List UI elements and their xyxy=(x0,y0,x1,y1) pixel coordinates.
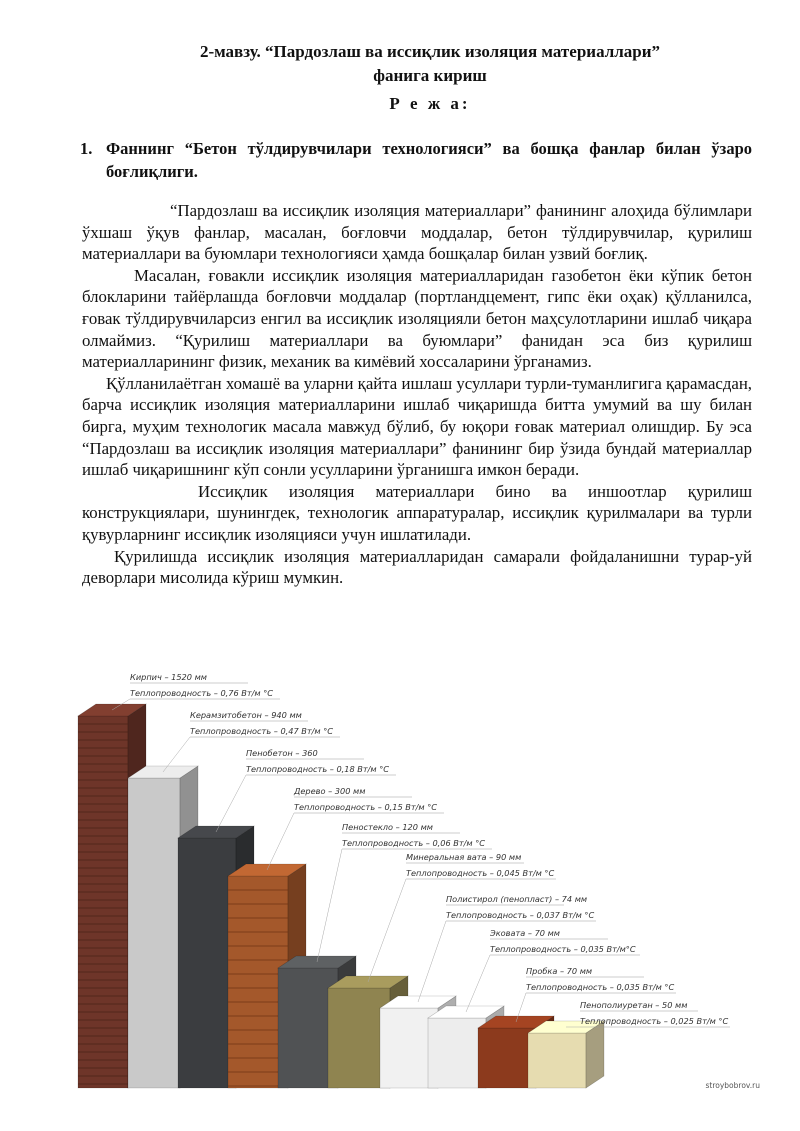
block-front-face xyxy=(178,838,236,1088)
page-title xyxy=(0,40,800,88)
paragraph: Қўлланилаётган хомашё ва уларни қайта ишлаш усуллари турли-туманлигига қарамасдан, барча иссиқлик изоляция материалларини ишлаб чиқаришда битта умумий ва шу билан бирга, муҳим технологик масала мавжуд бўлиб, бу юқори ғовак материал олишдир. Бу эса “Пардозлаш ва иссиқлик изоляция материаллари” фанининг бир ўзида бундай материаллар ишлаб чиқаришнинг кўп сонли усулларини ўрганишга имкон беради. xyxy=(82,373,752,480)
title-line-1: 2-мавзу. “Пардозлаш ва иссиқлик изоляция материаллари” xyxy=(199,42,661,61)
paragraph: Қурилишда иссиқлик изоляция материалларидан самарали фойдаланишни турар-уй деворлари мисолида кўриш мумкин. xyxy=(82,546,752,588)
material-label xyxy=(317,822,492,962)
material-conductivity: Теплопроводность – 0,18 Вт/м °С xyxy=(246,764,390,774)
plan-item-number: 1. xyxy=(80,139,93,158)
paragraph: “Пардозлаш ва иссиқлик изоляция материаллари” фанининг алоҳида бўлимлари ўхшаш ўқув фанлар, масалан, боғловчи моддалар, бетон тўлдирувчилар, қурилиш материаллари ва буюмлари технологияси ҳамда бошқалар билан узвий боғлиқ. xyxy=(82,201,752,264)
material-conductivity: Теплопроводность – 0,76 Вт/м °С xyxy=(130,688,274,698)
material-conductivity: Теплопроводность – 0,025 Вт/м °С xyxy=(580,1016,729,1026)
material-conductivity: Теплопроводность – 0,15 Вт/м °С xyxy=(294,802,438,812)
material-name: Дерево – 300 мм xyxy=(294,786,366,796)
material-name: Эковата – 70 мм xyxy=(490,928,560,938)
material-name: Керамзитобетон – 940 мм xyxy=(190,710,302,720)
material-conductivity: Теплопроводность – 0,035 Вт/м °С xyxy=(526,982,675,992)
material-conductivity: Теплопроводность – 0,045 Вт/м °С xyxy=(406,868,555,878)
material-conductivity: Теплопроводность – 0,06 Вт/м °С xyxy=(342,838,486,848)
material-conductivity: Теплопроводность – 0,47 Вт/м °С xyxy=(190,726,334,736)
insulation-materials-figure xyxy=(70,668,770,1108)
title-line-2: фанига кириш xyxy=(373,66,487,85)
material-name: Пеностекло – 120 мм xyxy=(342,822,433,832)
leader-line xyxy=(267,813,294,870)
body-text xyxy=(82,200,752,589)
material-name: Минеральная вата – 90 мм xyxy=(406,852,522,862)
plan-item xyxy=(80,137,752,183)
paragraph: Масалан, ғовакли иссиқлик изоляция материалларидан газобетон ёки кўпик бетон блокларини тайёрлашда боғловчи моддалар (портландцемент, гипс ёки оҳак) қўлланилса, ғовак тўлдирувчиларсиз енгил ва иссиқлик изоляцияли бетон маҳсулотларини ишлаб чиқара олмаймиз. “Қурилиш материаллари ва буюмлари” фанидан эса биз қурилиш материалларининг физик, механик ва кимёвий хоссаларини ўрганамиз. xyxy=(82,265,752,372)
material-name: Кирпич – 1520 мм xyxy=(130,672,207,682)
leader-line xyxy=(216,775,246,832)
leader-line xyxy=(368,879,406,982)
plan-item-text: Фаннинг “Бетон тўлдирувчилари технологияси” ва бошқа фанлар билан ўзаро боғлиқлиги. xyxy=(106,139,752,181)
leader-line xyxy=(418,921,446,1002)
material-label xyxy=(566,1000,730,1027)
material-name: Пробка – 70 мм xyxy=(526,966,593,976)
material-block xyxy=(528,1021,604,1088)
block-front-face xyxy=(478,1028,536,1088)
block-front-face xyxy=(528,1033,586,1088)
block-front-face xyxy=(128,778,180,1088)
figure-credit: stroybobrov.ru xyxy=(705,1081,760,1090)
material-name: Полистирол (пенопласт) – 74 мм xyxy=(446,894,588,904)
material-conductivity: Теплопроводность – 0,035 Вт/м°С xyxy=(490,944,636,954)
plan-heading: Р е ж а: xyxy=(389,94,471,113)
block-front-face xyxy=(428,1018,486,1088)
leader-line xyxy=(317,849,342,962)
material-conductivity: Теплопроводность – 0,037 Вт/м °С xyxy=(446,910,595,920)
material-name: Пенополиуретан – 50 мм xyxy=(580,1000,688,1010)
material-name: Пенобетон – 360 xyxy=(246,748,318,758)
leader-line xyxy=(466,955,490,1012)
paragraph: Иссиқлик изоляция материаллари бино ва иншоотлар қурилиш конструкциялари, шунингдек, технологик аппаратуралар, иссиқлик қурилмалари ва турли қувурларнинг иссиқлик изоляцияси учун ишлатилади. xyxy=(82,481,752,544)
material-label xyxy=(163,710,340,772)
material-label xyxy=(516,966,676,1022)
